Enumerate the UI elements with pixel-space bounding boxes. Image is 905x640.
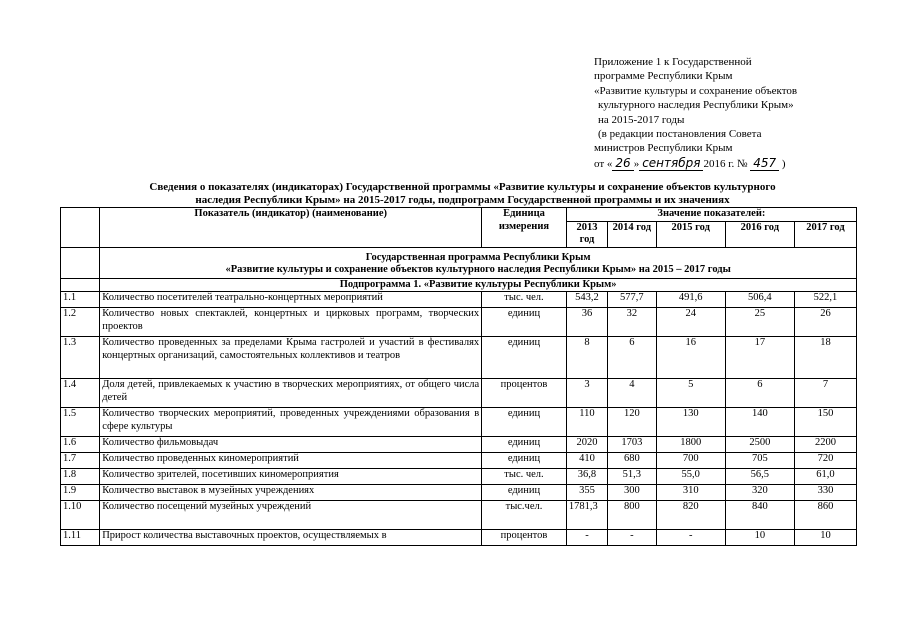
annex-line: на 2015-2017 годы: [598, 113, 685, 126]
row-value: 51,3: [608, 469, 657, 485]
table-row: [61, 485, 857, 501]
header-row: [61, 208, 857, 222]
row-value: 2500: [725, 437, 794, 453]
row-value: 522,1: [794, 292, 856, 308]
row-value: 820: [656, 501, 725, 530]
row-unit: тыс. чел.: [482, 469, 567, 485]
table-row: [61, 337, 857, 379]
handwritten-number: 457: [750, 156, 779, 171]
row-indicator: Количество новых спектаклей, концертных и цирковых программ, творческих проектов: [100, 308, 482, 337]
annex-line: программе Республики Крым: [594, 70, 733, 83]
annex-line: Приложение 1 к Государственной: [594, 56, 752, 68]
row-unit: единиц: [482, 337, 567, 379]
row-value: 110: [566, 408, 607, 437]
row-unit: процентов: [482, 530, 567, 546]
row-number: 1.10: [61, 501, 100, 530]
row-value: 491,6: [656, 292, 725, 308]
row-value: 140: [725, 408, 794, 437]
row-value: -: [566, 530, 607, 546]
program-line: Государственная программа Республики Крым: [365, 251, 591, 263]
row-value: 330: [794, 485, 856, 501]
row-value: 32: [608, 308, 657, 337]
row-indicator: Количество творческих мероприятий, проведенных учреждениями образования в сфере культуры: [100, 408, 482, 437]
row-value: 10: [725, 530, 794, 546]
title-line: наследия Республики Крым» на 2015-2017 годы, подпрограмм Государственной программы и их значениях: [195, 194, 730, 206]
row-value: 800: [608, 501, 657, 530]
row-value: 543,2: [566, 292, 607, 308]
indicators-table: [60, 207, 857, 546]
row-value: 1781,3: [566, 501, 607, 530]
row-value: 355: [566, 485, 607, 501]
row-number: 1.3: [61, 337, 100, 379]
row-unit: единиц: [482, 453, 567, 469]
row-value: 2020: [566, 437, 607, 453]
row-value: 5: [656, 379, 725, 408]
row-number: 1.6: [61, 437, 100, 453]
row-value: 410: [566, 453, 607, 469]
row-number: 1.4: [61, 379, 100, 408]
row-value: 130: [656, 408, 725, 437]
header-values: Значение показателей:: [566, 208, 856, 222]
table-row: [61, 308, 857, 337]
row-value: 6: [608, 337, 657, 379]
row-indicator: Количество проведенных киномероприятий: [100, 453, 482, 469]
program-number-cell: [61, 247, 100, 278]
row-value: 16: [656, 337, 725, 379]
table-row: [61, 437, 857, 453]
row-value: 840: [725, 501, 794, 530]
program-line: «Развитие культуры и сохранение объектов культурного наследия Республики Крым» на 2015 – 2017 годы: [225, 264, 731, 275]
title-line: Сведения о показателях (индикаторах) Государственной программы «Развитие культуры и сохранение объектов культурного: [149, 181, 776, 193]
row-value: 577,7: [608, 292, 657, 308]
annex-note: [594, 55, 884, 171]
subprogram-title: Подпрограмма 1. «Развитие культуры Республики Крым»: [100, 278, 857, 292]
annex-line: культурного наследия Республики Крым»: [598, 99, 794, 112]
row-indicator: Количество фильмовыдач: [100, 437, 482, 453]
row-value: 36: [566, 308, 607, 337]
table-row: [61, 501, 857, 530]
row-value: 310: [656, 485, 725, 501]
row-value: 61,0: [794, 469, 856, 485]
row-value: 26: [794, 308, 856, 337]
row-value: 55,0: [656, 469, 725, 485]
row-value: 120: [608, 408, 657, 437]
header-indicator: Показатель (индикатор) (наименование): [100, 208, 482, 248]
subprogram-number-cell: [61, 278, 100, 292]
header-year: 2013 год: [566, 221, 607, 247]
program-row: [61, 247, 857, 278]
row-value: 10: [794, 530, 856, 546]
row-value: 680: [608, 453, 657, 469]
row-value: 720: [794, 453, 856, 469]
row-unit: единиц: [482, 308, 567, 337]
annex-date-line: [594, 156, 884, 171]
subprogram-row: [61, 278, 857, 292]
row-number: 1.2: [61, 308, 100, 337]
row-value: 4: [608, 379, 657, 408]
table-row: [61, 530, 857, 546]
row-indicator: Количество посетителей театрально-концертных мероприятий: [100, 292, 482, 308]
row-value: 8: [566, 337, 607, 379]
row-unit: тыс.чел.: [482, 501, 567, 530]
row-value: 17: [725, 337, 794, 379]
row-unit: тыс. чел.: [482, 292, 567, 308]
date-prefix: от «: [594, 157, 613, 170]
row-number: 1.8: [61, 469, 100, 485]
date-year: 2016 г. №: [703, 157, 748, 170]
program-title: [100, 247, 857, 278]
row-value: 6: [725, 379, 794, 408]
document-title: [60, 181, 865, 207]
row-value: 18: [794, 337, 856, 379]
row-value: -: [608, 530, 657, 546]
row-number: 1.5: [61, 408, 100, 437]
row-number: 1.9: [61, 485, 100, 501]
row-number: 1.7: [61, 453, 100, 469]
row-indicator: Количество посещений музейных учреждений: [100, 501, 482, 530]
header-year: 2015 год: [656, 221, 725, 247]
row-number: 1.1: [61, 292, 100, 308]
date-suffix: ): [781, 157, 786, 170]
annex-line: «Развитие культуры и сохранение объектов: [594, 84, 798, 97]
table-row: [61, 408, 857, 437]
row-number: 1.11: [61, 530, 100, 546]
handwritten-day: 26: [612, 156, 633, 171]
row-value: 56,5: [725, 469, 794, 485]
header-year: 2016 год: [725, 221, 794, 247]
table-row: [61, 379, 857, 408]
row-value: 1800: [656, 437, 725, 453]
row-unit: единиц: [482, 485, 567, 501]
row-value: 25: [725, 308, 794, 337]
row-unit: единиц: [482, 437, 567, 453]
table-row: [61, 469, 857, 485]
row-value: 1703: [608, 437, 657, 453]
header-year: 2014 год: [608, 221, 657, 247]
row-unit: единиц: [482, 408, 567, 437]
row-indicator: Прирост количества выставочных проектов, осуществляемых в: [100, 530, 482, 546]
row-value: 860: [794, 501, 856, 530]
row-indicator: Количество выставок в музейных учреждениях: [100, 485, 482, 501]
row-indicator: Количество зрителей, посетивших киномероприятия: [100, 469, 482, 485]
row-unit: процентов: [482, 379, 567, 408]
date-mid: »: [633, 157, 640, 170]
row-indicator: Количество проведенных за пределами Крыма гастролей и участий в фестивалях концертных организаций, самостоятельных коллективов и театров: [100, 337, 482, 379]
header-unit: Единица измерения: [482, 208, 567, 248]
annex-line: (в редакции постановления Совета: [598, 128, 762, 141]
table-body: [61, 292, 857, 546]
row-value: 705: [725, 453, 794, 469]
annex-line: министров Республики Крым: [594, 142, 733, 155]
row-value: 2200: [794, 437, 856, 453]
row-value: 700: [656, 453, 725, 469]
row-value: 320: [725, 485, 794, 501]
handwritten-month: сентября: [639, 156, 703, 171]
row-value: 150: [794, 408, 856, 437]
table-row: [61, 453, 857, 469]
row-value: 506,4: [725, 292, 794, 308]
header-number-cell: [61, 208, 100, 248]
table-row: [61, 292, 857, 308]
row-value: 300: [608, 485, 657, 501]
row-value: -: [656, 530, 725, 546]
row-value: 3: [566, 379, 607, 408]
header-year: 2017 год: [794, 221, 856, 247]
row-value: 36,8: [566, 469, 607, 485]
row-value: 7: [794, 379, 856, 408]
row-value: 24: [656, 308, 725, 337]
row-indicator: Доля детей, привлекаемых к участию в творческих мероприятиях, от общего числа детей: [100, 379, 482, 408]
